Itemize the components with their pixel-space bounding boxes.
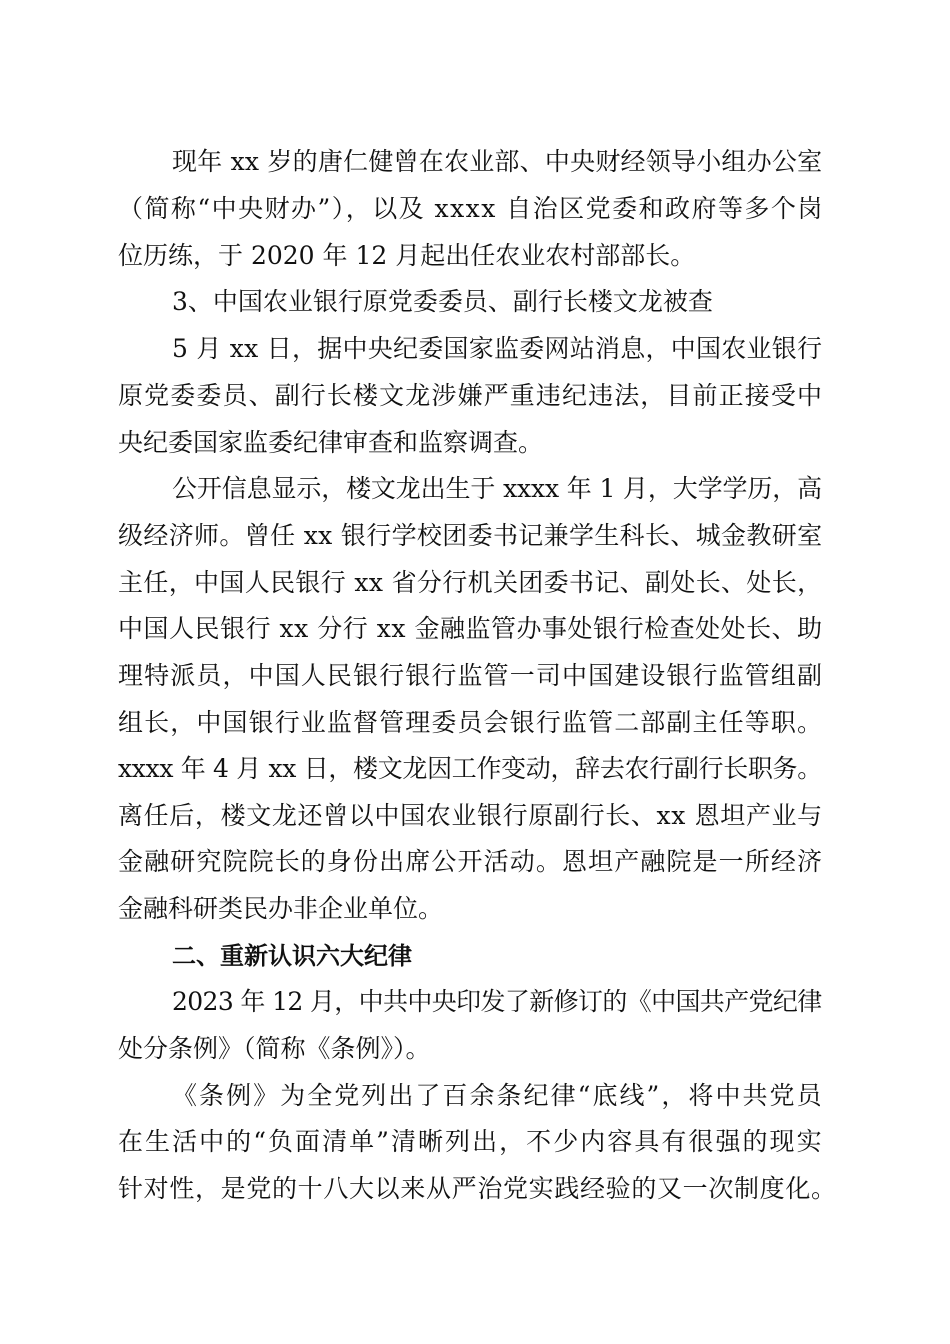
paragraph-line: 金融科研类民办非企业单位。: [118, 894, 444, 923]
paragraph-line: 现年 xx 岁的唐仁健曾在农业部、中央财经领导小组办公室: [172, 147, 823, 176]
paragraph-line: 处分条例》（简称《条例》）。: [118, 1034, 431, 1063]
paragraph-line: 《条例》为全党列出了百余条纪律“底线”，将中共党员: [172, 1081, 824, 1110]
paragraph-line: 组长，中国银行业监督管理委员会银行监管二部副主任等职。: [118, 708, 824, 737]
paragraph-line: 公开信息显示，楼文龙出生于 xxxx 年 1 月，大学学历，高: [172, 474, 822, 503]
paragraph-line: 央纪委国家监委纪律审查和监察调查。: [118, 428, 544, 457]
paragraph-line: 原党委委员、副行长楼文龙涉嫌严重违纪违法，目前正接受中: [118, 381, 824, 410]
paragraph-line: 离任后，楼文龙还曾以中国农业银行原副行长、xx 恩坦产业与: [118, 801, 823, 830]
paragraph-line: 2023 年 12 月，中共中央印发了新修订的《中国共产党纪律: [172, 987, 822, 1016]
paragraph-line: 5 月 xx 日，据中央纪委国家监委网站消息，中国农业银行: [172, 334, 823, 363]
paragraph-line: 位历练，于 2020 年 12 月起出任农业农村部部长。: [118, 241, 696, 270]
paragraph-line: （简称“中央财办”），以及 xxxx 自治区党委和政府等多个岗: [118, 194, 824, 223]
section-subheading: 3、中国农业银行原党委委员、副行长楼文龙被查: [172, 287, 713, 316]
paragraph-line: 理特派员，中国人民银行银行监管一司中国建设银行监管组副: [118, 661, 824, 690]
paragraph-line: 在生活中的“负面清单”清晰列出，不少内容具有很强的现实: [118, 1127, 824, 1156]
paragraph-line: 中国人民银行 xx 分行 xx 金融监管办事处银行检查处处长、助: [118, 614, 823, 643]
paragraph-line: 金融研究院院长的身份出席公开活动。恩坦产融院是一所经济: [118, 847, 824, 876]
paragraph-line: 主任，中国人民银行 xx 省分行机关团委书记、副处长、处长，: [118, 568, 823, 597]
paragraph-line: xxxx 年 4 月 xx 日，楼文龙因工作变动，辞去农行副行长职务。: [118, 754, 822, 783]
paragraph-line: 针对性，是党的十八大以来从严治党实践经验的又一次制度化。: [118, 1174, 837, 1203]
section-heading: 二、重新认识六大纪律: [172, 942, 412, 970]
paragraph-line: 级经济师。曾任 xx 银行学校团委书记兼学生科长、城金教研室: [118, 521, 823, 550]
